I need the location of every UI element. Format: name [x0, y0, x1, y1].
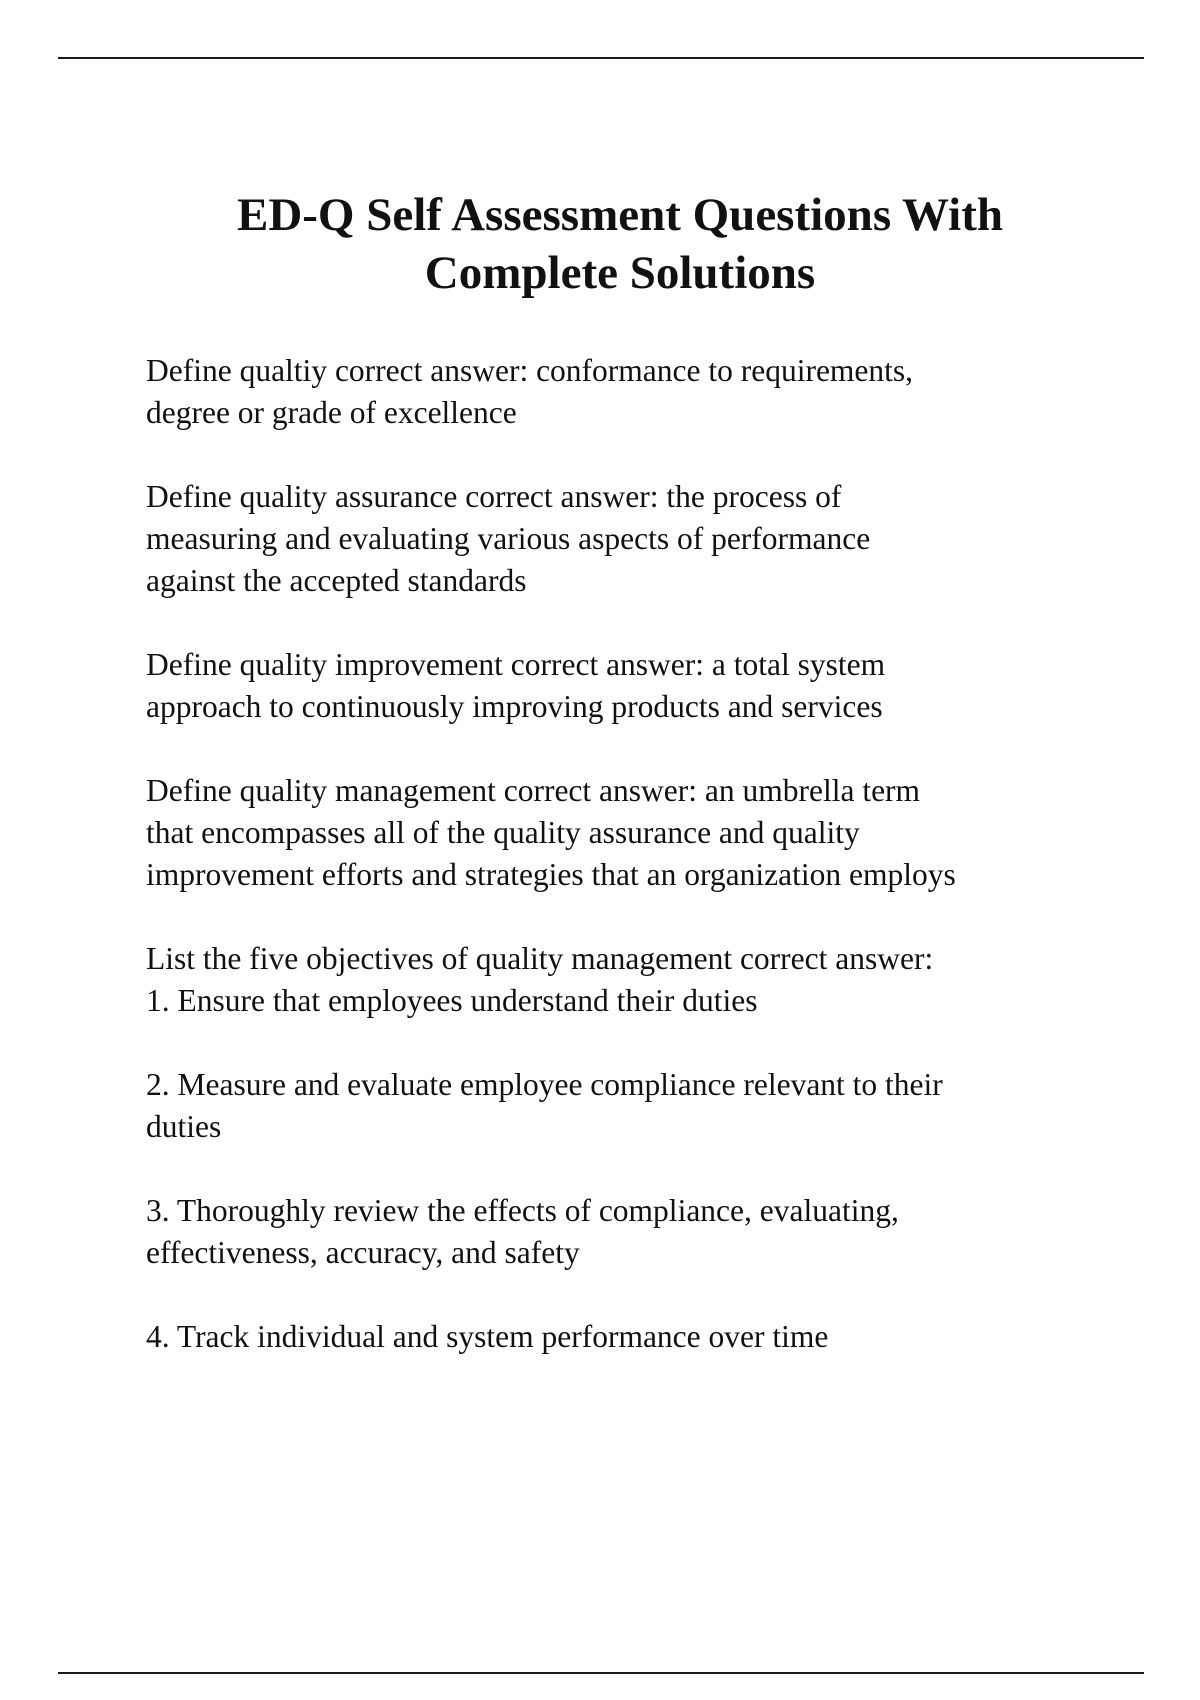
qa-paragraph-define-quality — [146, 350, 1146, 434]
text-line: 4. Track individual and system performance over time — [146, 1319, 829, 1354]
document-title — [100, 186, 1140, 302]
title-line-2: Complete Solutions — [424, 247, 816, 299]
text-line: Define quality assurance correct answer: the process of — [146, 479, 842, 514]
text-line: Define qualtiy correct answer: conformance to requirements, — [146, 353, 914, 388]
list-item-1: 1. Ensure that employees understand their duties — [146, 983, 758, 1018]
text-line: duties — [146, 1109, 222, 1144]
text-line: improvement efforts and strategies that an organization employs — [146, 857, 956, 892]
text-line: measuring and evaluating various aspects of performance — [146, 521, 871, 556]
list-item-3 — [146, 1190, 1146, 1274]
qa-paragraph-quality-assurance — [146, 476, 1146, 602]
list-item-2 — [146, 1064, 1146, 1148]
text-line: Define quality management correct answer: an umbrella term — [146, 773, 921, 808]
top-rule — [58, 57, 1144, 59]
text-line: Define quality improvement correct answer: a total system — [146, 647, 886, 682]
text-line: degree or grade of excellence — [146, 395, 517, 430]
qa-paragraph-quality-improvement — [146, 644, 1146, 728]
qa-paragraph-quality-management — [146, 770, 1146, 896]
document-body — [146, 350, 1146, 1358]
title-line-1: ED-Q Self Assessment Questions With — [236, 189, 1004, 241]
bottom-rule — [58, 1672, 1144, 1674]
list-item-4 — [146, 1316, 1146, 1358]
text-line: List the five objectives of quality management correct answer: — [146, 941, 934, 976]
text-line: approach to continuously improving products and services — [146, 689, 883, 724]
text-line: 3. Thoroughly review the effects of compliance, evaluating, — [146, 1193, 899, 1228]
text-line: that encompasses all of the quality assurance and quality — [146, 815, 860, 850]
qa-paragraph-objectives — [146, 938, 1146, 1022]
text-line: 2. Measure and evaluate employee compliance relevant to their — [146, 1067, 943, 1102]
text-line: against the accepted standards — [146, 563, 527, 598]
text-line: effectiveness, accuracy, and safety — [146, 1235, 580, 1270]
